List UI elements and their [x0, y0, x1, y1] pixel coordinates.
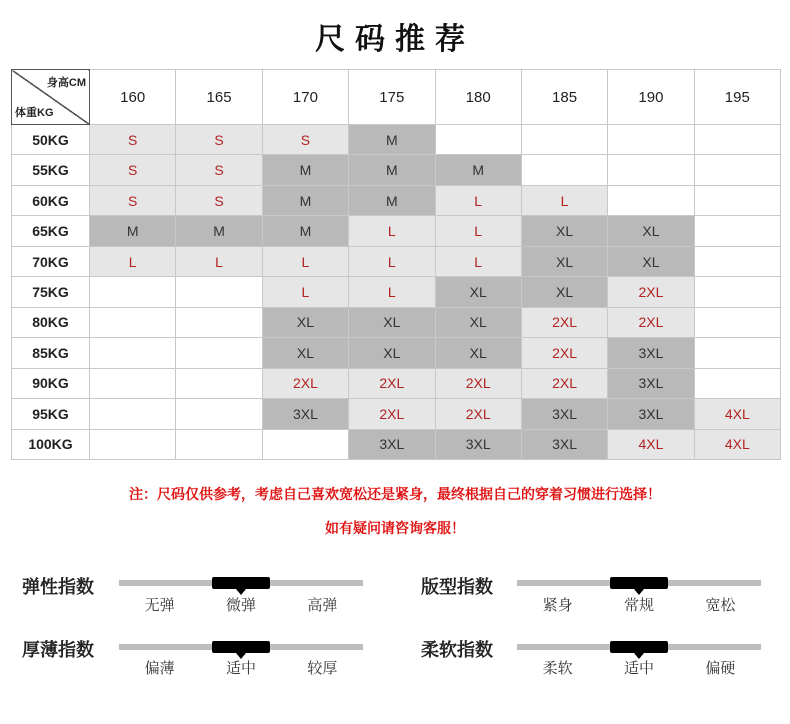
table-row [12, 216, 781, 246]
table-row [12, 125, 781, 155]
empty-cell [608, 185, 694, 215]
size-cell: M [262, 155, 348, 185]
table-row [12, 307, 781, 337]
size-cell: M [349, 155, 435, 185]
empty-cell [176, 307, 262, 337]
empty-cell [90, 429, 176, 459]
empty-cell [694, 368, 780, 398]
size-cell: XL [608, 216, 694, 246]
table-row [12, 338, 781, 368]
weight-label: 50KG [12, 125, 90, 155]
note-line-2: 如有疑问请咨询客服！ [325, 521, 465, 537]
index-option-label: 适中 [225, 659, 256, 677]
table-row [12, 185, 781, 215]
index-option-label: 高弹 [307, 596, 338, 614]
size-cell: M [262, 216, 348, 246]
size-cell: XL [521, 216, 607, 246]
index-name: 版型指数 [421, 577, 493, 598]
size-cell: M [349, 185, 435, 215]
index-option-label: 柔软 [542, 659, 573, 677]
empty-cell [694, 185, 780, 215]
size-cell: L [349, 277, 435, 307]
size-chart-table [11, 69, 781, 460]
index-option-label: 偏薄 [144, 659, 175, 677]
weight-label: 85KG [12, 338, 90, 368]
empty-cell [694, 216, 780, 246]
empty-cell [694, 125, 780, 155]
height-header-175: 175 [349, 70, 435, 125]
height-header-180: 180 [435, 70, 521, 125]
size-cell: L [521, 185, 607, 215]
size-cell: 2XL [435, 368, 521, 398]
size-cell: 4XL [694, 429, 780, 459]
empty-cell [694, 155, 780, 185]
index-option-label: 紧身 [542, 596, 573, 614]
empty-cell [262, 429, 348, 459]
size-cell: 2XL [521, 368, 607, 398]
weight-label: 95KG [12, 399, 90, 429]
size-cell: L [435, 246, 521, 276]
index-option-label: 无弹 [144, 596, 175, 614]
height-header-190: 190 [608, 70, 694, 125]
table-row [12, 246, 781, 276]
size-cell: M [90, 216, 176, 246]
index-selected-marker [212, 641, 270, 653]
size-cell: L [349, 216, 435, 246]
table-corner-header [12, 70, 90, 125]
index-name: 厚薄指数 [22, 640, 94, 661]
weight-label: 75KG [12, 277, 90, 307]
size-cell: 3XL [435, 429, 521, 459]
empty-cell [521, 155, 607, 185]
index-name: 柔软指数 [421, 640, 493, 661]
height-header-170: 170 [262, 70, 348, 125]
empty-cell [90, 368, 176, 398]
size-cell: 2XL [435, 399, 521, 429]
empty-cell [694, 338, 780, 368]
size-cell: 2XL [349, 399, 435, 429]
size-cell: S [90, 125, 176, 155]
size-cell: M [435, 155, 521, 185]
index-selected-marker [212, 577, 270, 589]
empty-cell [521, 125, 607, 155]
size-cell: 3XL [608, 399, 694, 429]
empty-cell [694, 246, 780, 276]
table-row [12, 277, 781, 307]
size-cell: L [349, 246, 435, 276]
weight-axis-label: 体重KG [15, 107, 54, 119]
empty-cell [694, 277, 780, 307]
index-name: 弹性指数 [22, 577, 94, 598]
height-axis-label: 身高CM [46, 77, 86, 89]
weight-label: 60KG [12, 185, 90, 215]
size-cell: S [176, 125, 262, 155]
index-option-label: 微弹 [225, 596, 256, 614]
height-header-row [12, 70, 781, 125]
size-cell: L [90, 246, 176, 276]
height-header-165: 165 [176, 70, 262, 125]
size-cell: XL [435, 338, 521, 368]
table-row [12, 429, 781, 459]
index-option-label: 适中 [623, 659, 654, 677]
weight-label: 65KG [12, 216, 90, 246]
empty-cell [90, 399, 176, 429]
weight-label: 55KG [12, 155, 90, 185]
size-cell: 3XL [349, 429, 435, 459]
weight-label: 70KG [12, 246, 90, 276]
table-row [12, 155, 781, 185]
height-header-160: 160 [90, 70, 176, 125]
height-header-195: 195 [694, 70, 780, 125]
empty-cell [694, 307, 780, 337]
empty-cell [90, 307, 176, 337]
size-cell: XL [349, 338, 435, 368]
size-cell: S [90, 185, 176, 215]
size-cell: XL [521, 277, 607, 307]
page-title: 尺码推荐 [315, 22, 475, 57]
size-cell: M [349, 125, 435, 155]
size-cell: L [262, 277, 348, 307]
index-option-label: 偏硬 [705, 659, 736, 677]
size-cell: XL [349, 307, 435, 337]
size-cell: XL [435, 277, 521, 307]
size-cell: XL [435, 307, 521, 337]
size-cell: 4XL [694, 399, 780, 429]
size-cell: S [176, 185, 262, 215]
empty-cell [608, 125, 694, 155]
index-selected-marker [610, 577, 668, 589]
size-cell: XL [262, 307, 348, 337]
size-cell: L [435, 216, 521, 246]
size-cell: 2XL [262, 368, 348, 398]
size-cell: XL [521, 246, 607, 276]
empty-cell [176, 399, 262, 429]
size-cell: 3XL [262, 399, 348, 429]
size-cell: S [176, 155, 262, 185]
size-cell: S [90, 155, 176, 185]
size-cell: 3XL [521, 429, 607, 459]
index-option-label: 较厚 [307, 659, 338, 677]
index-selected-marker [610, 641, 668, 653]
size-cell: M [176, 216, 262, 246]
weight-label: 80KG [12, 307, 90, 337]
size-cell: 2XL [521, 338, 607, 368]
size-cell: M [262, 185, 348, 215]
size-cell: 4XL [608, 429, 694, 459]
empty-cell [176, 429, 262, 459]
size-cell: 3XL [521, 399, 607, 429]
size-cell: 3XL [608, 338, 694, 368]
empty-cell [176, 277, 262, 307]
empty-cell [90, 338, 176, 368]
empty-cell [176, 368, 262, 398]
table-row [12, 368, 781, 398]
index-option-label: 常规 [623, 596, 654, 614]
weight-label: 90KG [12, 368, 90, 398]
height-header-185: 185 [521, 70, 607, 125]
size-cell: L [435, 185, 521, 215]
index-option-label: 宽松 [705, 596, 736, 614]
empty-cell [176, 338, 262, 368]
size-cell: XL [608, 246, 694, 276]
size-cell: 2XL [608, 307, 694, 337]
size-cell: S [262, 125, 348, 155]
size-cell: 2XL [521, 307, 607, 337]
size-cell: 2XL [608, 277, 694, 307]
size-cell: 3XL [608, 368, 694, 398]
empty-cell [608, 155, 694, 185]
size-cell: 2XL [349, 368, 435, 398]
size-cell: L [176, 246, 262, 276]
size-cell: L [262, 246, 348, 276]
note-line-1: 注：尺码仅供参考，考虑自己喜欢宽松还是紧身，最终根据自己的穿着习惯进行选择！ [129, 487, 661, 503]
table-row [12, 399, 781, 429]
weight-label: 100KG [12, 429, 90, 459]
empty-cell [90, 277, 176, 307]
size-cell: XL [262, 338, 348, 368]
empty-cell [435, 125, 521, 155]
